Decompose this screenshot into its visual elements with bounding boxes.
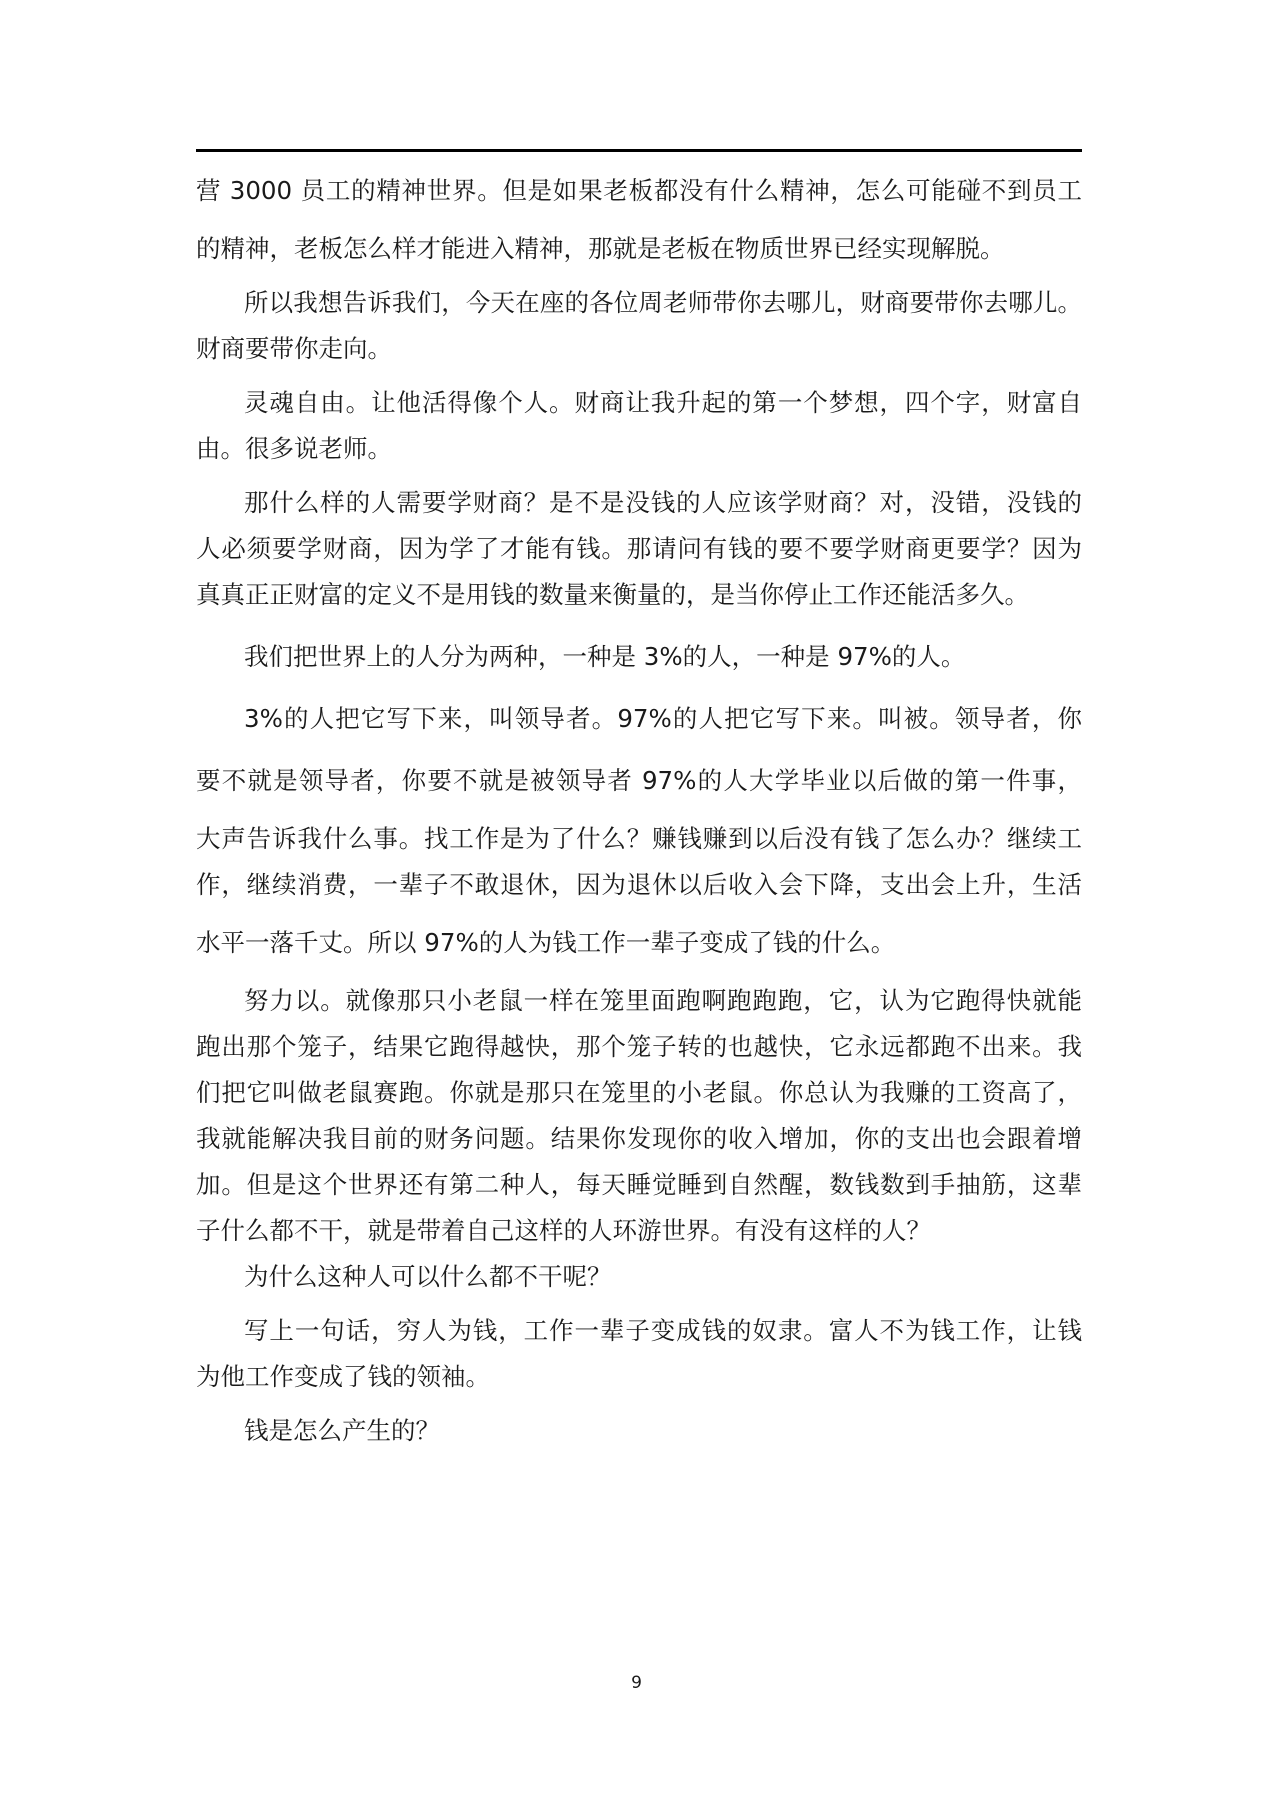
text-line: 大声告诉我什么事。找工作是为了什么？赚钱赚到以后没有钱了怎么办？继续工 bbox=[196, 824, 1082, 853]
text-line: 人必须要学财商，因为学了才能有钱。那请问有钱的要不要学财商更要学？因为 bbox=[196, 534, 1082, 563]
header-rule bbox=[196, 149, 1082, 152]
text-line: 营 3000 员工的精神世界。但是如果老板都没有什么精神，怎么可能碰不到员工 bbox=[196, 176, 1082, 205]
paragraph-line: 我们把世界上的人分为两种，一种是 3%的人，一种是 97%的人。 bbox=[244, 642, 966, 671]
text-line: 跑出那个笼子，结果它跑得越快，那个笼子转的也越快，它永远都跑不出来。我 bbox=[196, 1032, 1082, 1061]
text-line: 我就能解决我目前的财务问题。结果你发现你的收入增加，你的支出也会跟着增 bbox=[196, 1124, 1082, 1153]
paragraph-line: 3%的人把它写下来，叫领导者。97%的人把它写下来。叫被。领导者，你 bbox=[244, 704, 1082, 733]
paragraph-line: 写上一句话，穷人为钱，工作一辈子变成钱的奴隶。富人不为钱工作，让钱 bbox=[244, 1316, 1082, 1345]
text-line: 水平一落千丈。所以 97%的人为钱工作一辈子变成了钱的什么。 bbox=[196, 928, 896, 957]
paragraph-line: 灵魂自由。让他活得像个人。财商让我升起的第一个梦想，四个字，财富自 bbox=[244, 388, 1082, 417]
text-line: 子什么都不干，就是带着自己这样的人环游世界。有没有这样的人？ bbox=[196, 1216, 931, 1245]
text-line: 作，继续消费，一辈子不敢退休，因为退休以后收入会下降，支出会上升，生活 bbox=[196, 870, 1082, 899]
page-number: 9 bbox=[631, 1673, 642, 1693]
paragraph-line: 为什么这种人可以什么都不干呢？ bbox=[244, 1262, 612, 1291]
text-line: 由。很多说老师。 bbox=[196, 434, 392, 463]
paragraph-line: 所以我想告诉我们，今天在座的各位周老师带你去哪儿，财商要带你去哪儿。 bbox=[244, 288, 1082, 317]
text-line: 加。但是这个世界还有第二种人，每天睡觉睡到自然醒，数钱数到手抽筋，这辈 bbox=[196, 1170, 1082, 1199]
text-line: 真真正正财富的定义不是用钱的数量来衡量的，是当你停止工作还能活多久。 bbox=[196, 580, 1029, 609]
paragraph-line: 那什么样的人需要学财商？是不是没钱的人应该学财商？对，没错，没钱的 bbox=[244, 488, 1082, 517]
paragraph-line: 钱是怎么产生的？ bbox=[244, 1416, 440, 1445]
paragraph-line: 努力以。就像那只小老鼠一样在笼里面跑啊跑跑跑，它，认为它跑得快就能 bbox=[244, 986, 1082, 1015]
text-line: 为他工作变成了钱的领袖。 bbox=[196, 1362, 490, 1391]
text-line: 财商要带你走向。 bbox=[196, 334, 392, 363]
text-line: 要不就是领导者，你要不就是被领导者 97%的人大学毕业以后做的第一件事， bbox=[196, 766, 1082, 795]
body-text bbox=[196, 168, 1082, 1454]
text-line: 们把它叫做老鼠赛跑。你就是那只在笼里的小老鼠。你总认为我赚的工资高了， bbox=[196, 1078, 1082, 1107]
text-line: 的精神，老板怎么样才能进入精神，那就是老板在物质世界已经实现解脱。 bbox=[196, 234, 1005, 263]
